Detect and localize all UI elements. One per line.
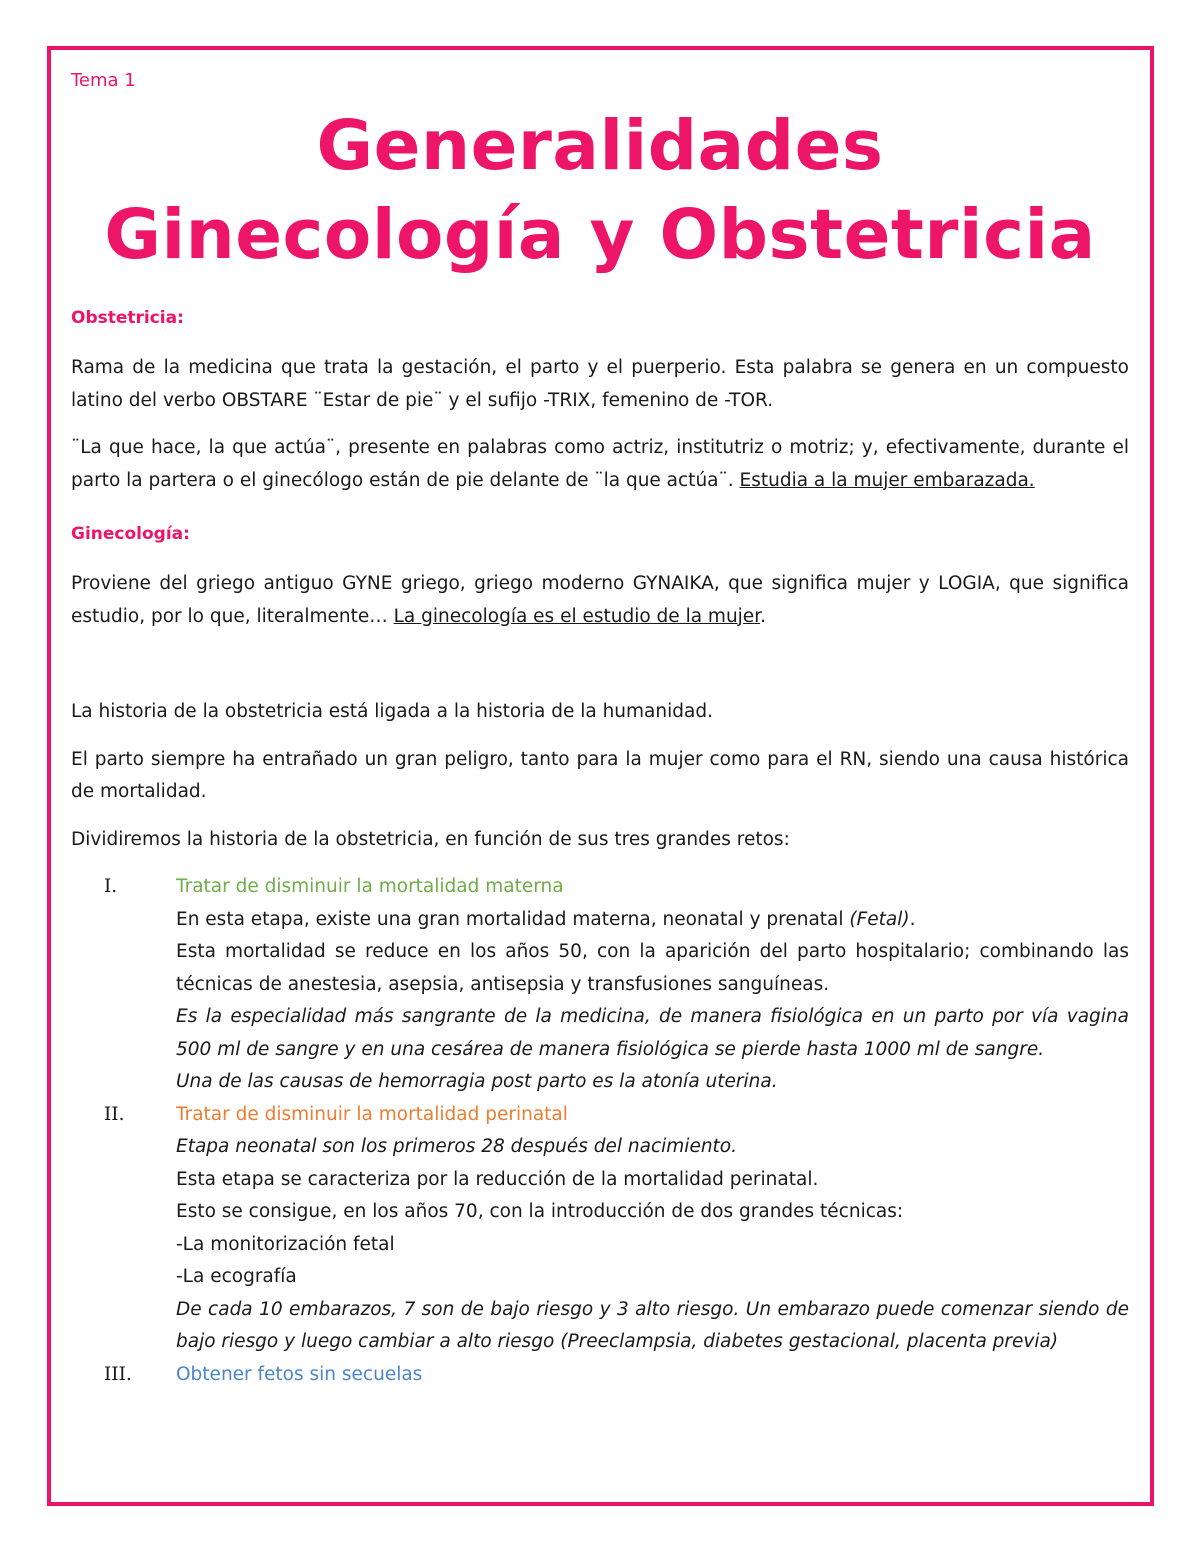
reto-line: Es la especialidad más sangrante de la medicina, de manera fisiológica en un parto por vía vagina 500 ml de sangre y en una cesárea de manera fisiológica se pierde hasta 1000 ml de sangre.: [176, 1006, 1129, 1060]
reto-title: Tratar de disminuir la mortalidad materna: [176, 876, 564, 897]
title-line-2: Ginecología y Obstetricia: [104, 195, 1096, 275]
reto-line: De cada 10 embarazos, 7 son de bajo riesgo y 3 alto riesgo. Un embarazo puede comenzar siendo de bajo riesgo y luego cambiar a alto riesgo (Preeclampsia, diabetes gestacional, placenta previa): [176, 1298, 1129, 1352]
reto-line: Esto se consigue, en los años 70, con la introducción de dos grandes técnicas:: [176, 1201, 904, 1222]
ginecologia-paragraph-end: .: [760, 605, 766, 627]
list-numeral: II.: [104, 1103, 125, 1125]
ginecologia-heading: Ginecología:: [71, 524, 190, 544]
list-item: [71, 1359, 1129, 1392]
ginecologia-paragraph: [71, 568, 1129, 633]
reto-line: Esta etapa se caracteriza por la reducción de la mortalidad perinatal.: [176, 1168, 819, 1190]
page-title: [71, 102, 1129, 280]
document-content: [71, 66, 1129, 1391]
obstetricia-paragraph-2-text: ¨La que hace, la que actúa¨, presente en palabras como actriz, institutriz o motriz; y, efectivamente, durante el parto la partera o el ginecólogo están de pie delante de ¨la que actúa¨.: [71, 437, 1129, 491]
title-line-1: Generalidades: [316, 106, 884, 186]
obstetricia-paragraph-1: Rama de la medicina que trata la gestación, el parto y el puerperio. Esta palabra se genera en un compuesto latino del verbo OBSTARE ¨Estar de pie¨ y el sufijo -TRIX, femenino de -TOR.: [71, 357, 1129, 411]
obstetricia-paragraph-2: [71, 432, 1129, 497]
list-item: [71, 871, 1129, 1099]
historia-paragraph-1: La historia de la obstetricia está ligada a la historia de la humanidad.: [71, 701, 713, 722]
topic-label: Tema 1: [71, 70, 136, 91]
reto-line-text: En esta etapa, existe una gran mortalidad materna, neonatal y prenatal: [176, 908, 850, 930]
retos-list: [71, 871, 1129, 1391]
obstetricia-heading: Obstetricia:: [71, 308, 184, 328]
reto-title: Tratar de disminuir la mortalidad perinatal: [176, 1103, 568, 1125]
reto-line: -La ecografía: [176, 1266, 297, 1287]
historia-paragraph-2: El parto siempre ha entrañado un gran peligro, tanto para la mujer como para el RN, siendo una causa histórica de mortalidad.: [71, 748, 1129, 802]
reto-line: -La monitorización fetal: [176, 1233, 395, 1255]
obstetricia-paragraph-2-underlined: Estudia a la mujer embarazada.: [739, 469, 1035, 491]
ginecologia-paragraph-underlined: La ginecología es el estudio de la mujer: [393, 605, 761, 627]
reto-line: [176, 904, 1129, 937]
historia-paragraph-3: Dividiremos la historia de la obstetricia, en función de sus tres grandes retos:: [71, 828, 790, 850]
reto-line-end: .: [909, 908, 916, 930]
reto-line: Una de las causas de hemorragia post parto es la atonía uterina.: [176, 1071, 778, 1092]
list-numeral: III.: [104, 1363, 132, 1385]
reto-line: Etapa neonatal son los primeros 28 después del nacimiento.: [176, 1136, 738, 1157]
list-item: [71, 1099, 1129, 1359]
list-numeral: I.: [104, 876, 118, 897]
ginecologia-paragraph-text: Proviene del griego antiguo GYNE griego, griego moderno GYNAIKA, que significa mujer y LOGIA, que significa estudio, por lo que, literalmente…: [71, 573, 1129, 627]
reto-line-italic: (Fetal): [849, 908, 910, 930]
reto-line: Esta mortalidad se reduce en los años 50, con la aparición del parto hospitalario; combinando las técnicas de anestesia, asepsia, antisepsia y transfusiones sanguíneas.: [176, 941, 1129, 995]
reto-title: Obtener fetos sin secuelas: [176, 1363, 423, 1385]
